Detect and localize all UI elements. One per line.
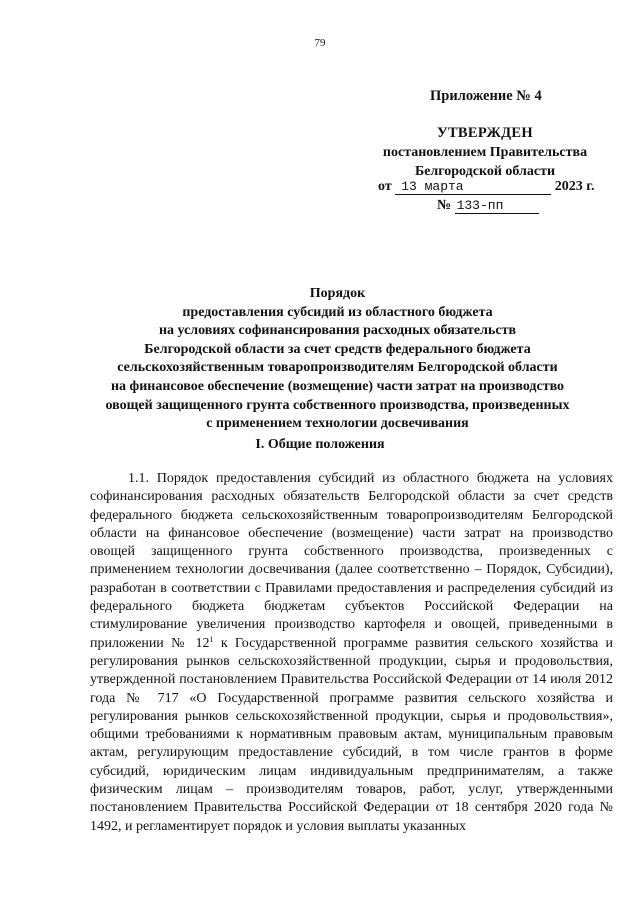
appendix-label: Приложение № 4 (430, 88, 542, 104)
paragraph-text-part-2: к Государственной программе развития сельского хозяйства и регулирования рынков сельскохозяйственной продукции, сырья и продовольствия, утвержденной постановлением Правительства Российской Федерации от 14 июля 2012 года № 717 «О Государственной программе развития сельского хозяйства и регулирования рынков сельскохозяйственной продукции, сырья и продовольствия», общими требованиями к нормативным правовым актам, муниципальным правовым актам, регулирующим предоставление субсидий, в том числе грантов в форме субсидий, юридическим лицам индивидуальным предпринимателям, а также физическим лицам – производителям товаров, работ, услуг, утвержденными постановлением Правительства Российской Федерации от 18 сентября 2020 года № 1492, и регламентирует порядок и условия выплаты указанных (90, 635, 613, 834)
title-line: Белгородской области за счет средств федерального бюджета (144, 341, 531, 357)
title-heading: Порядок (309, 286, 366, 301)
number-prefix: № (437, 198, 452, 213)
title-line: с применением технологии досвечивания (206, 416, 469, 432)
approval-line-2: Белгородской области (414, 164, 556, 179)
approved-label: УТВЕРЖДЕН (437, 125, 533, 141)
title-line: сельскохозяйственным товаропроизводителям Белгородской области (117, 360, 558, 376)
title-line: овощей защищенного грунта собственного производства, произведенных (105, 397, 570, 413)
title-line: на финансовое обеспечение (возмещение) части затрат на производство (110, 378, 565, 394)
approval-stamp-block (360, 124, 610, 181)
approval-date (378, 179, 594, 195)
date-prefix: от (378, 179, 392, 194)
paragraph-1-1 (90, 470, 613, 836)
title-line: предоставления субсидий из областного бюджета (182, 304, 493, 320)
approval-line-1: постановлением Правительства (382, 145, 588, 160)
title-line: на условиях софинансирования расходных обязательств (158, 323, 517, 339)
page-number: 79 (314, 37, 326, 49)
section-heading: I. Общие положения (255, 437, 385, 452)
approval-number (437, 198, 539, 214)
document-title (60, 285, 615, 434)
paragraph-text-part-1: 1.1. Порядок предоставления субсидий из областного бюджета на условиях софинансирования расходных обязательств Белгородской области за счет средств федерального бюджета сельскохозяйственным товаропроизводителям Белгородской области на финансовое обеспечение (возмещение) части затрат на производство овощей защищенного грунта собственного производства, произведенных с применением технологии досвечивания (далее соответственно – Порядок, Субсидии), разработан в соответствии с Правилами предоставления и распределения субсидий из федерального бюджета бюджетам субъектов Российской Федерации на стимулирование увеличения производство картофеля и овощей, приведенными в приложении № 12 (90, 471, 613, 651)
date-year: 2023 г. (554, 179, 595, 194)
handwritten-date: 13 марта (395, 179, 551, 195)
handwritten-number: 133-пп (455, 198, 539, 214)
footnote-superscript: 1 (209, 634, 214, 644)
